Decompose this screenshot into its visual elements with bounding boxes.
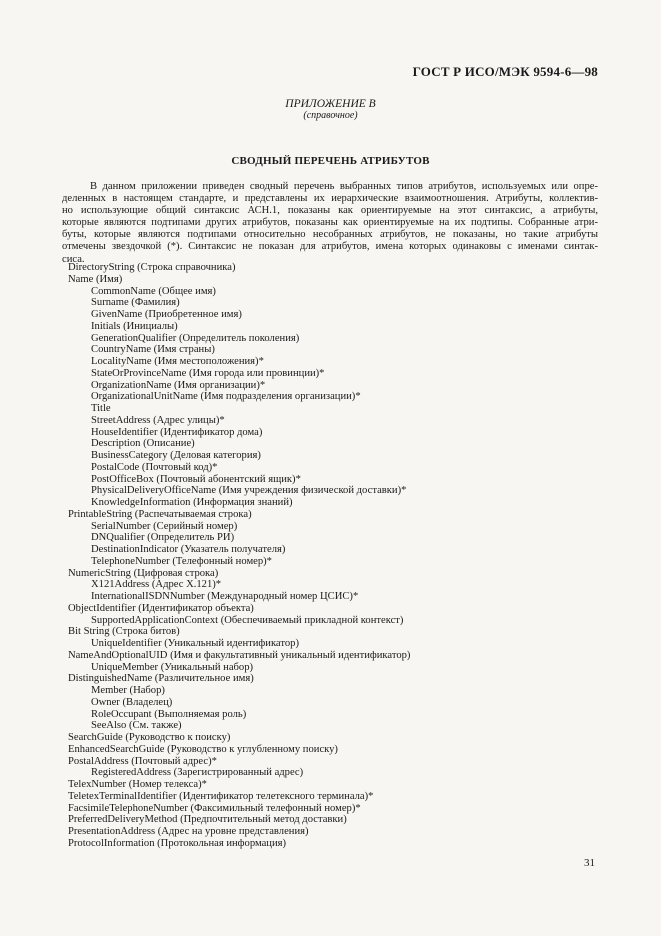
attribute-item: InternationalISDNNumber (Международный номер ЦСИС)* xyxy=(91,591,359,602)
attribute-syntax-item: SearchGuide (Руководство к поиску) xyxy=(68,732,231,743)
attribute-item: Surname (Фамилия) xyxy=(91,297,180,309)
attribute-syntax-item: TelexNumber (Номер телекса)* xyxy=(68,779,207,790)
attribute-item: Description (Описание) xyxy=(91,438,195,450)
attribute-item: SupportedApplicationContext (Обеспечиваемый прикладной контекст) xyxy=(91,614,404,626)
standard-header: ГОСТ Р ИСО/МЭК 9594-6—98 xyxy=(412,64,598,79)
attribute-item: StreetAddress (Адрес улицы)* xyxy=(91,414,225,426)
attribute-item: TelephoneNumber (Телефонный номер)* xyxy=(91,555,272,567)
appendix-type: (справочное) xyxy=(303,110,358,121)
attribute-syntax-item: PresentationAddress (Адрес на уровне представления) xyxy=(68,826,309,837)
attribute-item: DestinationIndicator (Указатель получателя) xyxy=(91,544,286,555)
attribute-item: UniqueMember (Уникальный набор) xyxy=(91,661,254,673)
attribute-item: PostOfficeBox (Почтовый абонентский ящик)* xyxy=(91,473,301,485)
attribute-item: RoleOccupant (Выполняемая роль) xyxy=(91,708,247,720)
attribute-item: KnowledgeInformation (Информация знаний) xyxy=(91,497,293,508)
attribute-item: X121Address (Адрес X.121)* xyxy=(91,579,222,591)
attribute-syntax-item: NameAndOptionalUID (Имя и факультативный уникальный идентификатор) xyxy=(68,649,411,661)
intro-line: но использующие общий синтаксис АСН.1, показаны как ориентируемые на этот синтаксис, а атрибуты, xyxy=(62,205,598,217)
attribute-item: UniqueIdentifier (Уникальный идентификатор) xyxy=(91,638,299,649)
intro-line: деленных в настоящем стандарте, и представлены их иерархические взаимоотношения. Атрибуты, коллектив- xyxy=(62,193,598,205)
attribute-syntax-item: Name (Имя) xyxy=(68,273,123,285)
attribute-syntax-item: EnhancedSearchGuide (Руководство к углубленному поиску) xyxy=(68,743,338,755)
intro-line: буты, которые являются подтипами относительно несобранных атрибутов, не показаны, но такие атрибуты xyxy=(62,229,598,241)
attribute-syntax-item: DistinguishedName (Различительное имя) xyxy=(68,673,254,685)
page-number: 31 xyxy=(584,857,595,869)
attribute-item: OrganizationName (Имя организации)* xyxy=(91,379,266,391)
attribute-item: CommonName (Общее имя) xyxy=(91,285,216,297)
attribute-syntax-item: DirectoryString (Строка справочника) xyxy=(68,262,236,273)
attribute-item: PhysicalDeliveryOfficeName (Имя учреждения физической доставки)* xyxy=(91,485,407,497)
intro-line: сиса. xyxy=(62,253,85,265)
attribute-item: OrganizationalUnitName (Имя подразделения организации)* xyxy=(91,391,361,403)
page-title: СВОДНЫЙ ПЕРЕЧЕНЬ АТРИБУТОВ xyxy=(231,155,430,167)
attribute-item: RegisteredAddress (Зарегистрированный адрес) xyxy=(91,767,304,779)
attribute-item: PostalCode (Почтовый код)* xyxy=(91,461,218,473)
appendix-label: ПРИЛОЖЕНИЕ В xyxy=(285,98,376,110)
attribute-item: HouseIdentifier (Идентификатор дома) xyxy=(91,426,263,438)
attribute-syntax-item: ProtocolInformation (Протокольная информация) xyxy=(68,837,287,849)
attribute-item: SeeAlso (См. также) xyxy=(91,720,182,732)
attribute-syntax-item: PreferredDeliveryMethod (Предпочтительный метод доставки) xyxy=(68,814,347,826)
attribute-item: LocalityName (Имя местоположения)* xyxy=(91,356,264,367)
attribute-list xyxy=(68,262,410,850)
attribute-item: StateOrProvinceName (Имя города или провинции)* xyxy=(91,367,325,379)
attribute-syntax-item: NumericString (Цифровая строка) xyxy=(68,567,219,579)
attribute-item: Initials (Инициалы) xyxy=(91,320,178,332)
attribute-item: Title xyxy=(91,403,111,414)
intro-line: отмечены звездочкой (*). Синтаксис не показан для атрибутов, имена которых одинаковы с именами синтак- xyxy=(62,241,598,253)
attribute-syntax-item: PrintableString (Распечатываемая строка) xyxy=(68,508,252,520)
attribute-syntax-item: TeletexTerminalIdentifier (Идентификатор телетексного терминала)* xyxy=(68,790,374,802)
intro-line: В данном приложении приведен сводный перечень выбранных типов атрибутов, используемых или опре- xyxy=(90,181,598,192)
appendix-heading xyxy=(0,98,661,122)
attribute-item: Member (Набор) xyxy=(91,685,165,696)
attribute-item: SerialNumber (Серийный номер) xyxy=(91,520,238,532)
attribute-item: Owner (Владелец) xyxy=(91,696,173,708)
attribute-item: BusinessCategory (Деловая категория) xyxy=(91,450,261,461)
attribute-syntax-item: Bit String (Строка битов) xyxy=(68,626,180,638)
attribute-item: GenerationQualifier (Определитель поколения) xyxy=(91,332,300,344)
attribute-syntax-item: ObjectIdentifier (Идентификатор объекта) xyxy=(68,602,254,614)
attribute-item: CountryName (Имя страны) xyxy=(91,344,215,356)
intro-paragraph xyxy=(62,181,598,266)
attribute-item: DNQualifier (Определитель РИ) xyxy=(91,532,235,544)
attribute-item: GivenName (Приобретенное имя) xyxy=(91,309,242,320)
intro-line: которые являются подтипами других атрибутов, показаны как ориентируемые на их подтипы. Собранные атри- xyxy=(62,217,598,229)
attribute-syntax-item: FacsimileTelephoneNumber (Факсимильный телефонный номер)* xyxy=(68,802,361,814)
attribute-syntax-item: PostalAddress (Почтовый адрес)* xyxy=(68,755,217,767)
